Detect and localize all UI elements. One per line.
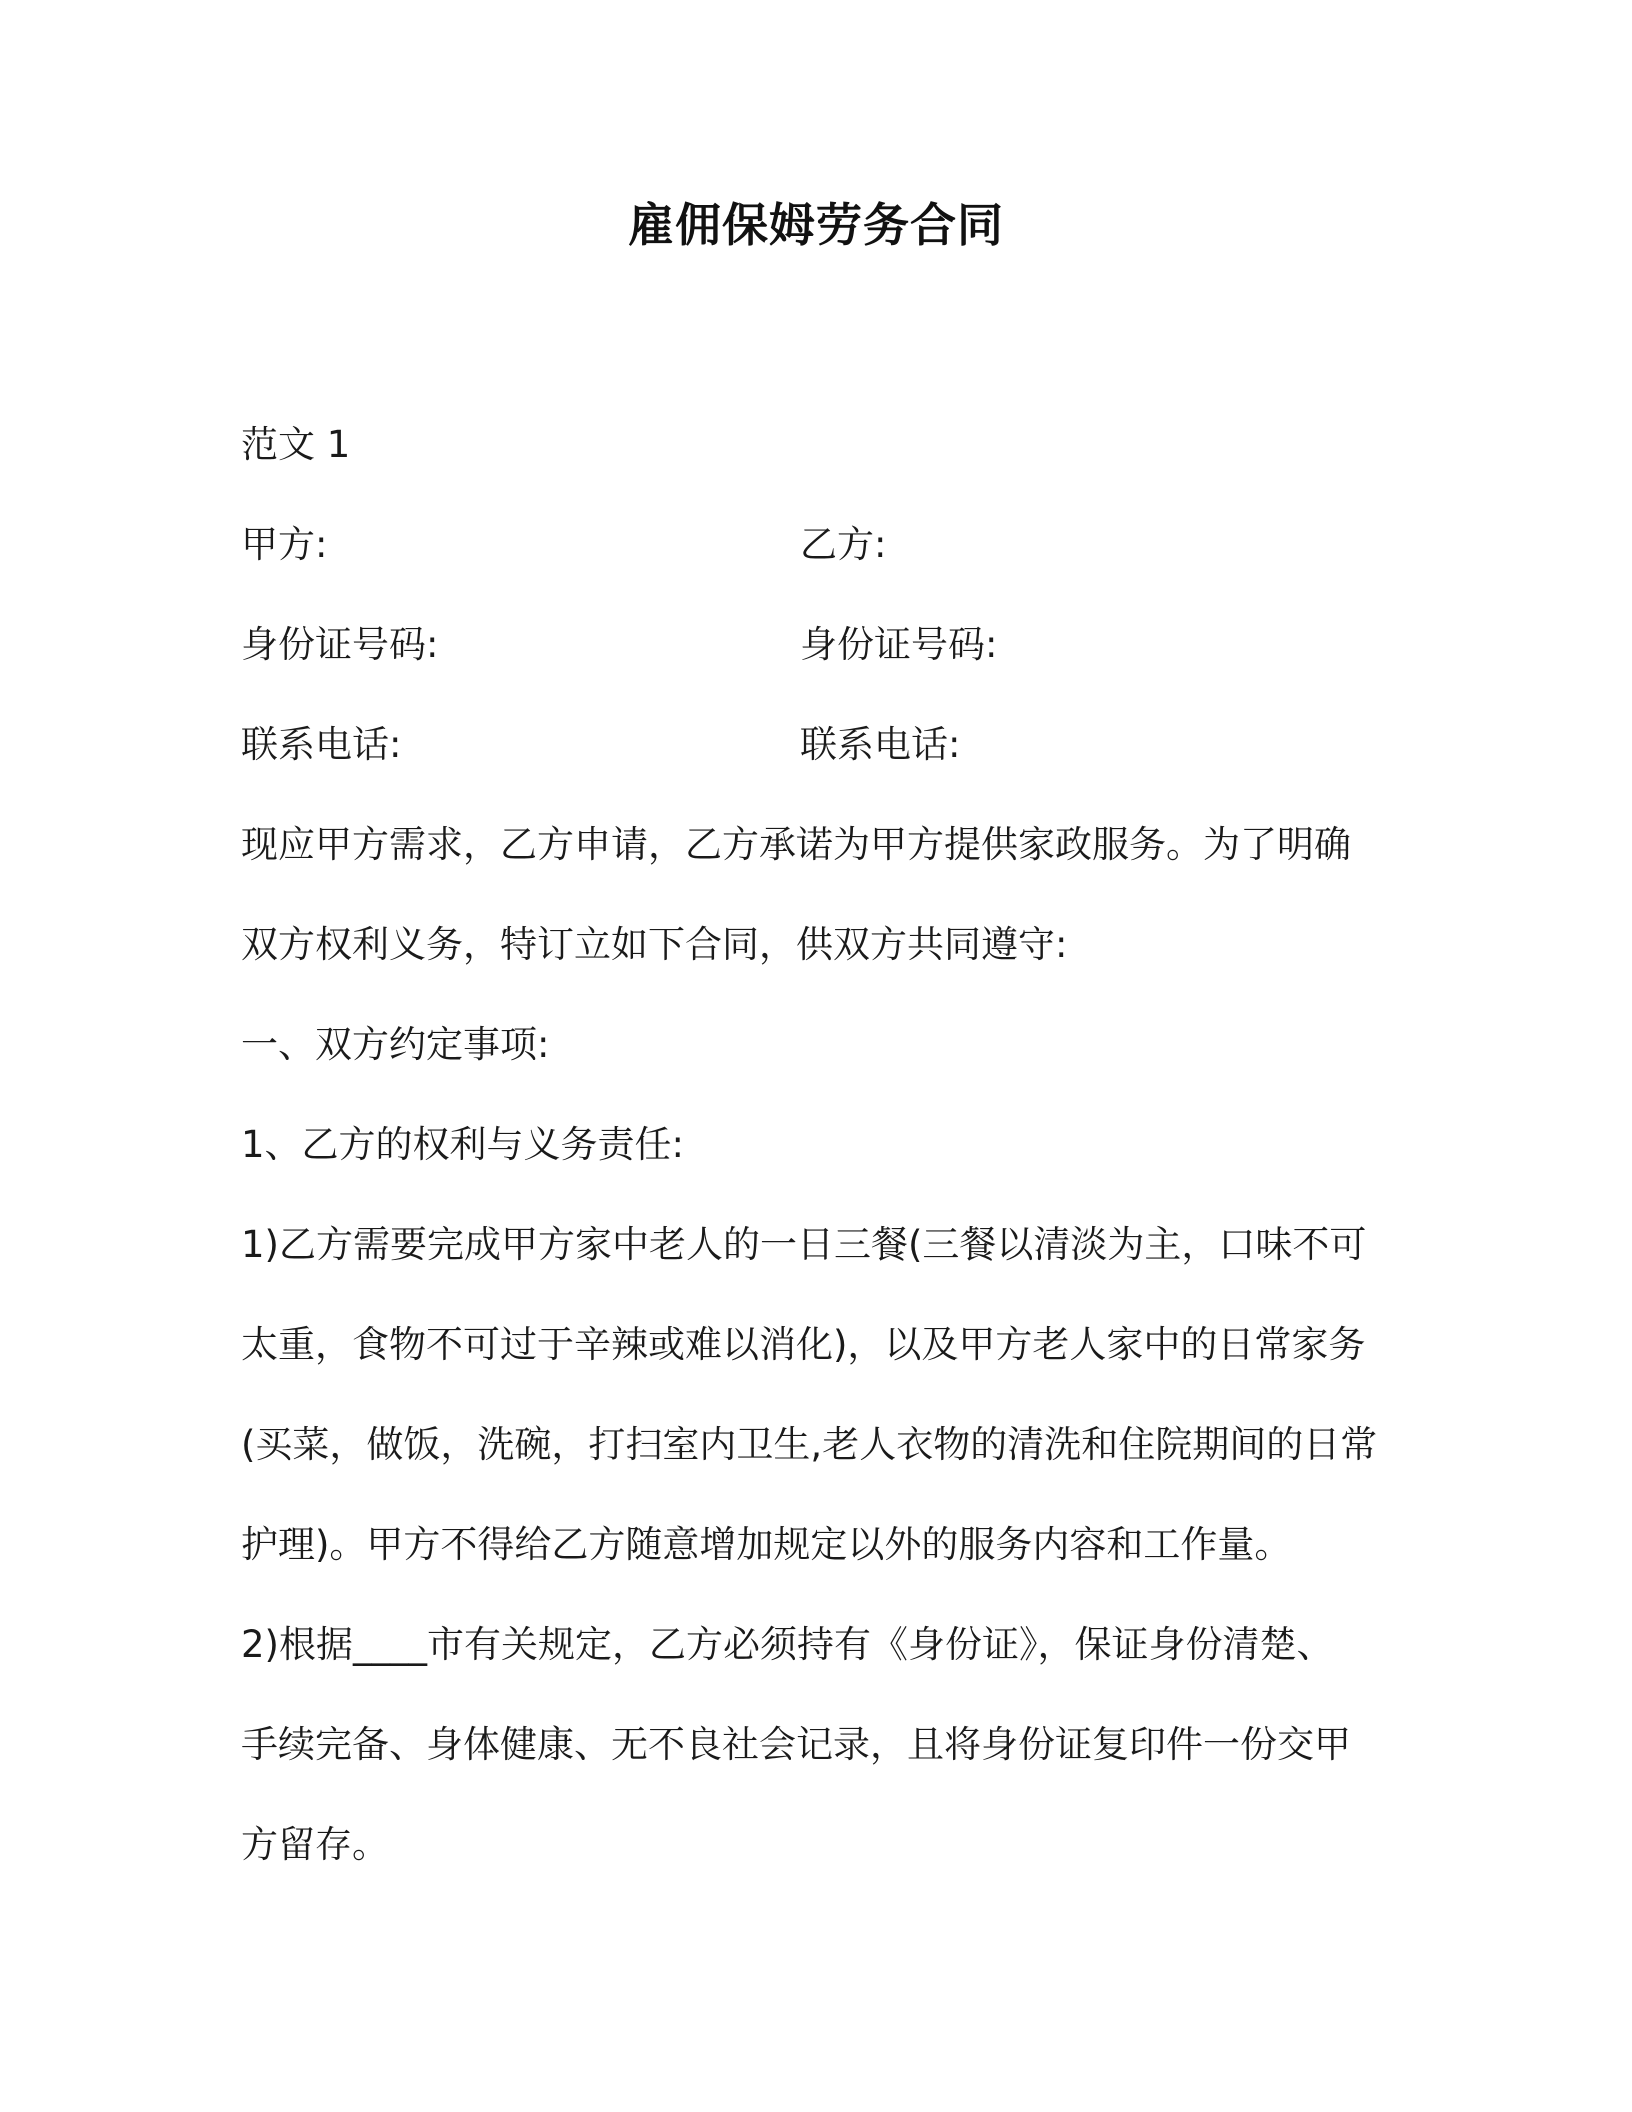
body-line: 现应甲方需求，乙方申请，乙方承诺为甲方提供家政服务。为了明确 (241, 823, 1351, 866)
party-b-id-label: 身份证号码: (800, 623, 998, 666)
body-line: 1)乙方需要完成甲方家中老人的一日三餐(三餐以清淡为主，口味不可 (241, 1223, 1367, 1266)
party-b-name-label: 乙方: (800, 523, 887, 566)
document-title: 雇佣保姆劳务合同 (628, 198, 1004, 252)
body-line: 方留存。 (241, 1823, 389, 1866)
party-b-phone-label: 联系电话: (800, 723, 961, 766)
body-line: 护理)。甲方不得给乙方随意增加规定以外的服务内容和工作量。 (241, 1523, 1292, 1566)
section-heading: 一、双方约定事项: (241, 1023, 550, 1066)
party-a-name-label: 甲方: (241, 523, 328, 566)
body-line: 太重，食物不可过于辛辣或难以消化)，以及甲方老人家中的日常家务 (241, 1323, 1366, 1366)
sample-label: 范文 1 (241, 423, 351, 466)
subsection-heading: 1、乙方的权利与义务责任: (241, 1123, 685, 1166)
party-a-phone-label: 联系电话: (241, 723, 402, 766)
body-line: 手续完备、身体健康、无不良社会记录，且将身份证复印件一份交甲 (241, 1723, 1351, 1766)
party-a-id-label: 身份证号码: (241, 623, 439, 666)
body-line: 双方权利义务，特订立如下合同，供双方共同遵守: (241, 923, 1068, 966)
body-line: (买菜，做饭，洗碗，打扫室内卫生,老人衣物的清洗和住院期间的日常 (241, 1423, 1378, 1466)
body-line: 2)根据____市有关规定，乙方必须持有《身份证》，保证身份清楚、 (241, 1623, 1334, 1666)
